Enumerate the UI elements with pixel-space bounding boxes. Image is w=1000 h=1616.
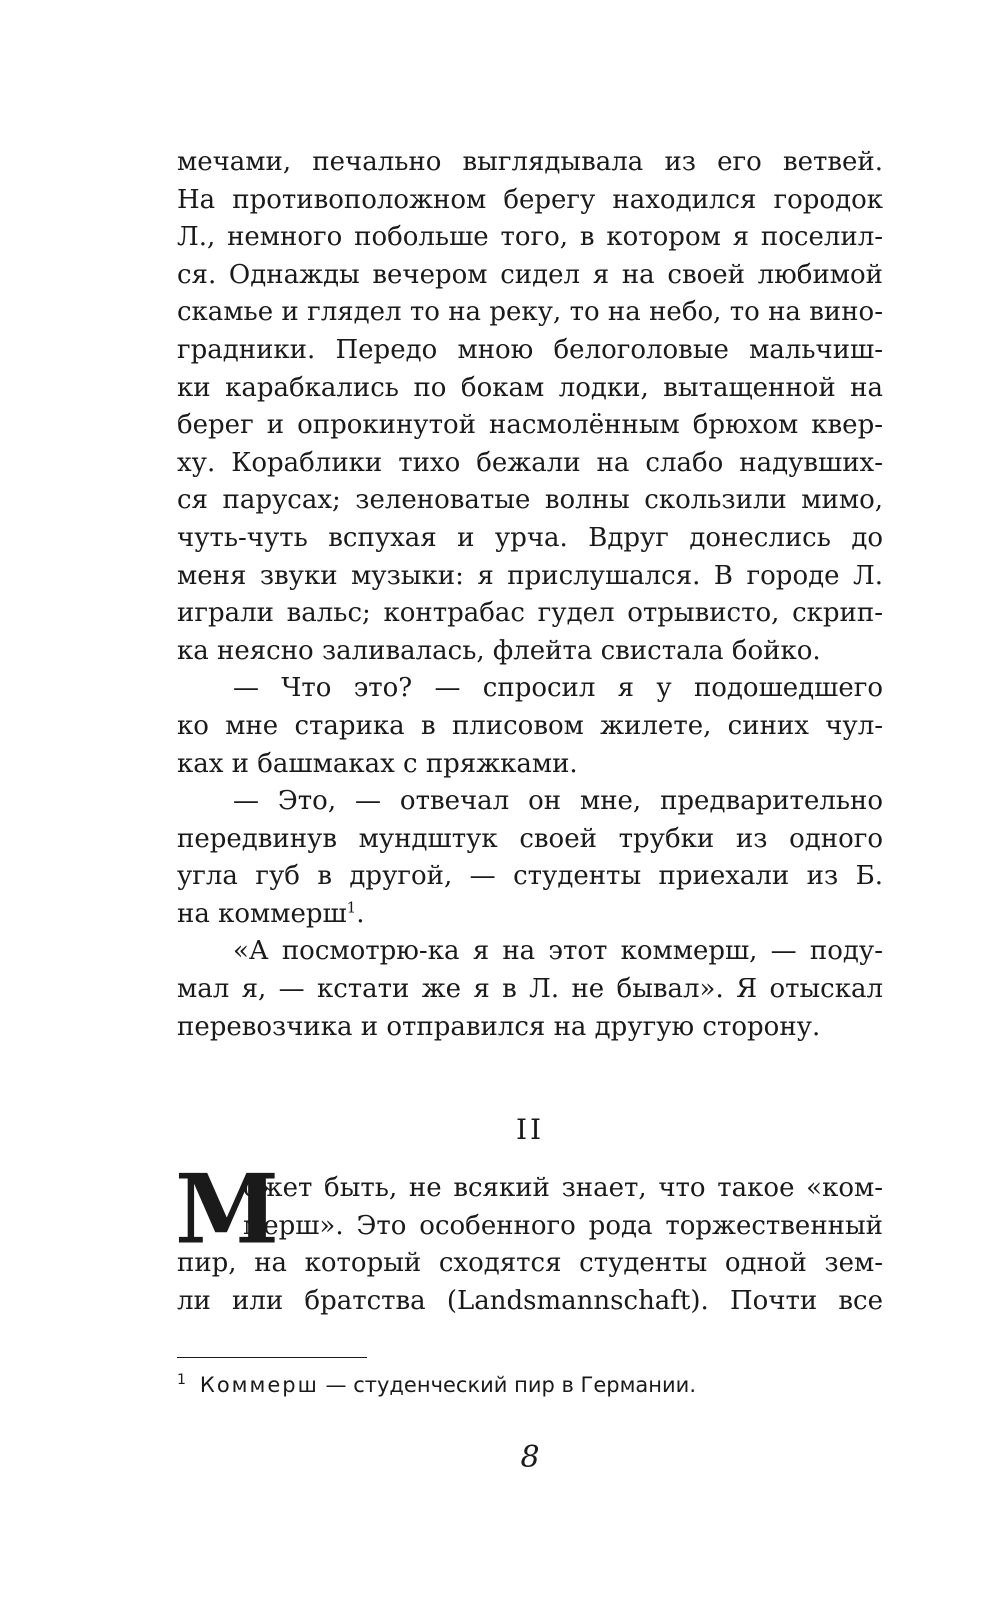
text-line: ки карабкались по бокам лодки, вытащенной на: [177, 372, 883, 403]
text-line: Л., немного побольше того, в котором я поселил-: [177, 222, 883, 253]
text-line: ко мне старика в плисовом жилете, синих чул-: [177, 710, 883, 741]
text-line: ках и башмаках с пряжками.: [177, 748, 578, 779]
text-line: мал я, — кстати же я в Л. не бывал». Я отыскал: [177, 974, 883, 1005]
chapter-heading: II: [515, 1113, 545, 1146]
footnote-divider: [177, 1357, 367, 1358]
text-line: — Что это? — спросил я у подошедшего: [233, 673, 883, 704]
text-line: «А посмотрю-ка я на этот коммерш, — поду-: [233, 936, 883, 967]
text-line: — Это, — отвечал он мне, предварительно: [233, 786, 883, 817]
text-line: берег и опрокинутой насмолённым брюхом квер-: [177, 410, 883, 441]
text-line-with-footnote: на коммерш$^1$.: [177, 898, 365, 929]
footnote-reference[interactable]: 1: [346, 898, 357, 917]
page-number: 8: [520, 1440, 540, 1475]
text-line: передвинув мундштук своей трубки из одного: [177, 823, 883, 854]
text-line: скамье и глядел то на реку, то на небо, то на вино-: [177, 297, 883, 328]
text-line-content: на коммерш: [177, 898, 347, 929]
text-line: играли вальс; контрабас гудел отрывисто, скрип-: [177, 598, 883, 629]
text-line: перевозчика и отправился на другую сторону.: [177, 1011, 821, 1042]
text-line: ся. Однажды вечером сидел я на своей любимой: [177, 259, 883, 290]
text-line: ся парусах; зеленоватые волны скользили мимо,: [177, 485, 883, 516]
text-line: мечами, печально выглядывала из его ветвей.: [177, 147, 883, 177]
main-text-section-2: [175, 1153, 883, 1320]
footnote-text: — студенческий пир в Германии.: [318, 1373, 697, 1397]
text-line: мерш». Это особенного рода торжественный: [243, 1210, 883, 1241]
main-text-section-1: [177, 144, 883, 1046]
text-line: ли или братства (Landsmannschaft). Почти все: [177, 1285, 883, 1316]
text-line: ху. Кораблики тихо бежали на слабо надувших-: [177, 447, 883, 478]
text-line: угла губ в другой, — студенты приехали из Б.: [177, 861, 883, 892]
drop-cap-letter: М: [175, 1153, 280, 1267]
footnote: [177, 1370, 883, 1400]
text-line: ожет быть, не всякий знает, что такое «ком-: [243, 1173, 883, 1203]
text-line: меня звуки музыки: я прислушался. В городе Л.: [177, 560, 883, 591]
text-line: пир, на который сходятся студенты одной зем-: [177, 1248, 883, 1279]
footnote-mark: 1: [177, 1372, 186, 1388]
footnote-term: Коммерш: [199, 1373, 319, 1397]
text-line: градники. Передо мною белоголовые мальчиш-: [177, 334, 883, 365]
text-line: На противоположном берегу находился городок: [177, 184, 883, 215]
text-line: чуть-чуть вспухая и урча. Вдруг донеслись до: [177, 522, 883, 553]
text-line: ка неясно заливалась, флейта свистала бойко.: [177, 635, 821, 666]
